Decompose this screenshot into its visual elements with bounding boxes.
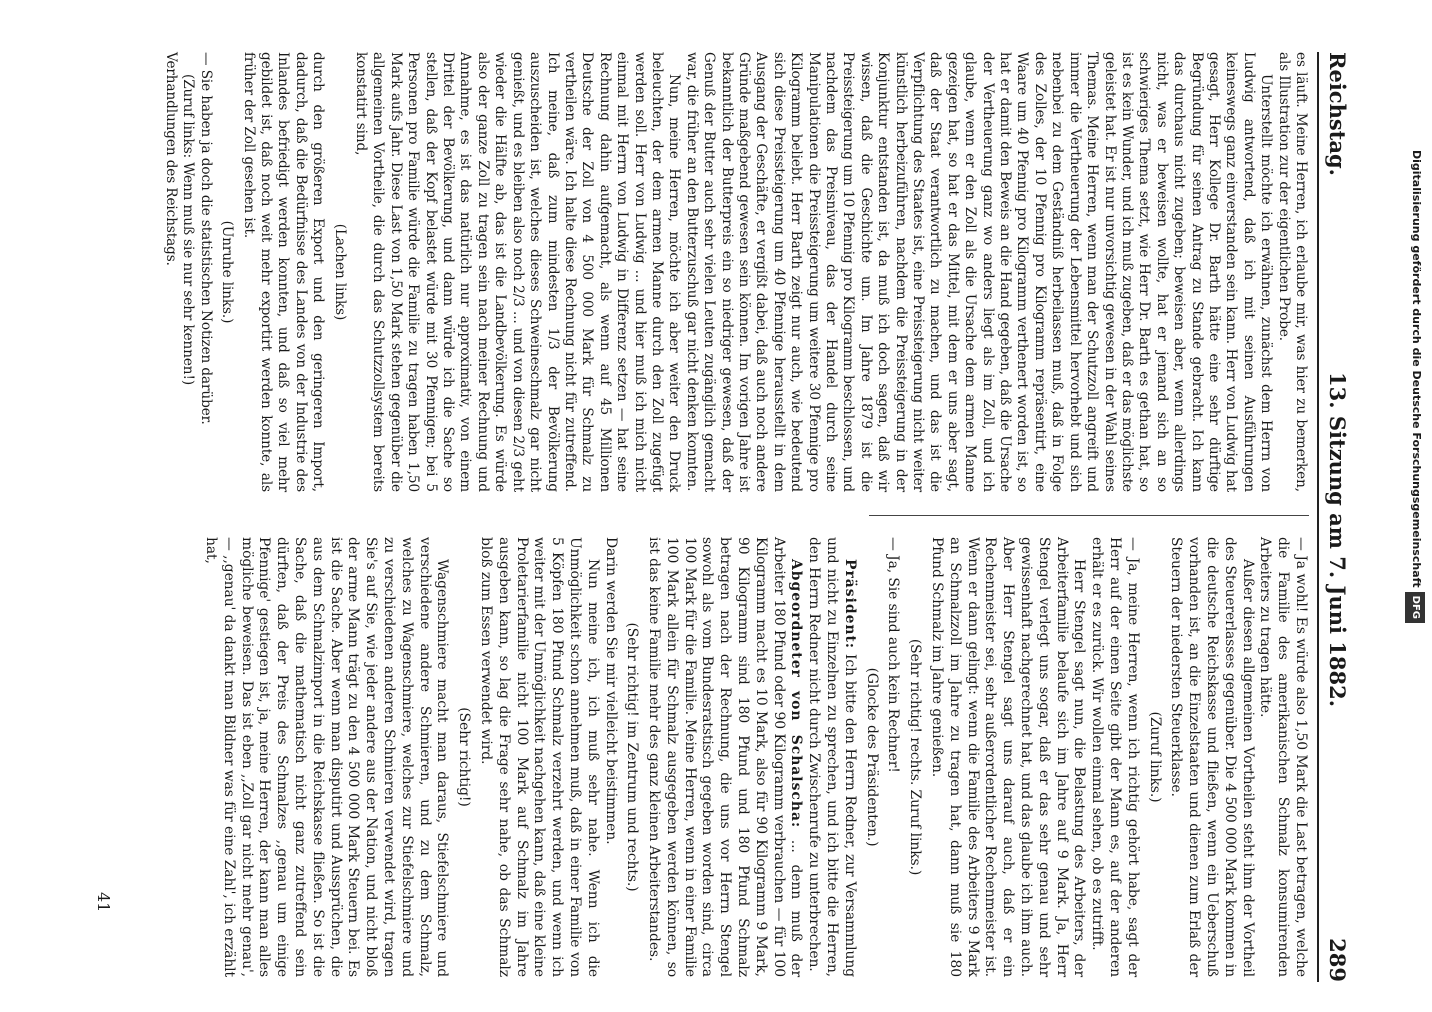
paragraph: Wagenschmiere macht man daraus, Stiefelschmiere und verschiedene andere Schmieren, und zu dem Schmalz, welches zu Wagenschmiere, welches zur Stiefelschmiere und zu verschiedenen anderen Schmieren verwendet wird, tragen Sie's auf Sie, wie jeder andere aus der Nation, und nicht bloß der arme Mann trägt zu den 4 500 000 Mark Steuern bei. Es ist die Sache. Aber wenn man disputirt und Aussprüchen, die aus dem Schmalzimport in die Reichskasse fließen. So ist die Sache, daß die mathematisch nicht ganz zutreffend sein dürften, daß der Preis des Schmalzes ,,genau um einige Pfennige' gestiegen ist, ja, meine Herren, der kann man alles mögliche beweisen. Das ist eben ,,Zoll gar nicht mehr genau', — ,,genau' da dankt man Bildner was für eine Zahl', ich erzählt hat, — [202, 537, 451, 977]
header-session: 13. Sitzung am 7. Juni 1882. — [1325, 372, 1350, 708]
reaction: (Sehr richtig! im Zentrum und rechts.) — [624, 622, 641, 892]
paragraph: durch den größeren Export und den geringeren Import, dadurch, daß die Bedürfnisse des Landes von der Industrie des Inlandes befriedigt werden konnten, und daß so viel mehr gebildet ist, daß noch weit mehr exportirt werden konnte, als früher der Zoll gesehen ist. — [240, 52, 327, 492]
closing-line: Verhandlungen des Reichstags. — [163, 52, 179, 266]
paragraph: Darin werden Sie mir vielleicht beistimmen. — [602, 537, 619, 845]
paragraph: Herr Stengel sagt nun, die Belastung des Arbeiters, der Arbeiterfamilie belaufe sich im Jahre auf 9 Mark. Ja, Herr Stengel verlegt uns sogar, daß er das sehr genau und sehr gewissenhaft nachgerechnet hat, und das glaube ich ihm auch. Aber Herr Stengel sagt uns darauf auch, daß er ein Rechenmeister sei, sehr außerordentlicher Rechenmeister ist. Wenn er dann gelingt: wenn die Familie des Arbeiters 9 Mark an Schmalzzoll im Jahre zu tragen hat, dann muß sie 180 Pfund Schmalz im Jahre genießen. — [929, 537, 1088, 977]
dfg-logo: DFG — [1405, 592, 1425, 623]
paragraph: — Ja, meine Herren, wenn ich richtig gehört habe, sagt der Herr auf der einen Seite gibt der Mann es, auf der anderen erhält er es zurück. Wir wollen einmal sehen, ob es zutrifft. — [1089, 537, 1141, 977]
digitization-credit-text: Digitalisierung gefördert durch die Deutsche Forschungsgemeinschaft — [1410, 150, 1423, 588]
reaction: (Sehr richtig!) — [456, 707, 473, 807]
paragraph: — Ja wohl! Es würde also 1,50 Mark die Last betragen, welche die Familie des amerikanischen Schmalz konsumirenden Arbeiters zu tragen hätte. — [1257, 537, 1309, 977]
reaction: (Lachen links) — [331, 223, 348, 321]
paragraph: es läuft. Meine Herren, ich erlaube mir, was hier zu bemerken, als Illustration zur der eigentlichen Probe. — [1275, 52, 1309, 492]
paragraph: Unterstellt möchte ich erwähnen, zunächst dem Herrn von Ludwig antwortend, daß ich mit seinen Ausführungen keineswegs ganz einverstanden sein kann. Herr von Ludwig hat gesagt, Herr Kollege Dr. Barth hätte eine sehr dürftige Begründung für seinen Antrag zu Stande gebracht. Ich kann das durchaus nicht zugeben; beweisen aber, wenn allerdings nicht, was er beweisen wollte, hat er jemand sich an so schwieriges Thema setzt, wie Herr Dr. Barth es gethan hat, so ist es kein Wunder, und ich muß zugeben, daß er das möglichste geleistet hat. Er ist nur unvorsichtig gewesen in der Wahl seines Themas. Meine Herren, wenn man der Schutzzoll angreift und immer die Vertheuerung der Lebensmittel hervorhebt und sich nebenbei zu dem Geständniß herbeilassen muß, daß in Folge des Zolles, der 10 Pfennig pro Kilogramm repräsentirt, eine Waare um 40 Pfennig pro Kilogramm verthenert worden ist, so hat er damit den Beweis an die Hand gegeben, daß die Ursache der Vertheuerung ganz wo anders liegt als im Zoll, und ich glaube, wenn er den Zoll als die Ursache dem armen Manne gezeigen hat, so hat er das Mittel, mit dem er uns aber sagt, daß der Staat verantwortlich zu machen, und das ist die Verpflichtung des Staates ist, eine Preissteigerung nicht weiter künstlich herbeizuführen, nachdem die Preissteigerung in der Konjunktur entstanden ist, da muß ich doch sagen, daß wir wissen, daß die Geschichte um. Im Jahre 1879 ist die Preissteigerung um 10 Pfennig pro Kilogramm beschlossen, und nachdem das Preisniveau, das der Handel durch seine Manipulationen die Preissteigerung um weitere 30 Pfennige pro Kilogramm beliebt. Herr Barth zeigt nur auch, wie bedeutend sich diese Preissteigerung um 40 Pfennige herausstellt in dem Ausgang der Geschäfte, er vergißt dabei, daß auch noch andere Gründe maßgebend gewesen sein können. Im vorigen Jahre ist bekanntlich der Butterpreis ein so niedriger gewesen, daß der Genuß der Butter auch sehr vielen Leuten zugänglich gemacht war, die früher an den Butterzuschuß gar nicht denken konnten. — [683, 52, 1275, 492]
page-header — [1317, 52, 1359, 982]
right-column — [201, 537, 1309, 977]
paragraph: — Sie haben ja doch die statistischen Notizen darüber. — [197, 52, 214, 425]
reaction: (Glocke des Präsidenten.) — [863, 667, 880, 847]
digitization-credit — [1408, 150, 1428, 1000]
reaction: (Zuruf links.) — [1146, 711, 1163, 803]
speech-member — [644, 537, 804, 977]
reaction: (Zuruf links: Wenn muß sie nur sehr kennen!) — [180, 74, 197, 386]
header-publication: Reichstag. — [1325, 52, 1350, 176]
paragraph: Nun, meine Herren, möchte ich aber weiter den Druck beleuchten, der dem armen Manne durch den Zoll zugefügt werden soll. Herr von Ludwig ... und hier muß ich mich nicht einmal mit Herrn von Ludwig in Differenz setzen — hat seine Rechnung dahin aufgemacht, als wenn auf 45 Millionen Deutsche der Zoll von 4 500 000 Mark für Schmalz zu vertheilen wäre. Ich halte diese Rechnung nicht für zutreffend. Ich meine, daß zum mindesten 1/3 der Bevölkerung auszuscheiden ist, welches dieses Schweineschmalz gar nicht genießt, und es bleiben also noch 2/3 ... und von diesen 2/3 geht wieder die Hälfte ab, das ist die Landbevölkerung. Es würde also der ganze Zoll zu tragen sein nach meiner Rechnung und Annahme, es ist das natürlich nur approximativ, von einem Drittel der Bevölkerung, und dann würde ich die Sache so stellen, daß der Kopf belastet würde mit 30 Pfennigen; bei 5 Personen pro Familie würde die Familie zu tragen haben 1,50 Mark aufs Jahr. Diese Last von 1,50 Mark stehen gegenüber die allgemeinen Vortheile, die durch das Schutzzollsystem bereits konstatirt sind, — [353, 52, 683, 492]
column-divider — [869, 515, 1309, 516]
left-column — [162, 52, 1309, 492]
speaker-president: Präsident: — [841, 559, 858, 650]
reaction: (Unruhe links.) — [219, 220, 236, 324]
paragraph: Außer diesen allgemeinen Vortheilen steht ihm der Vortheil des Steuererlasses gegenüber. Die 4 500 000 Mark kommen in die deutsche Reichskasse und fließen, wenn ein Ueberschuß vorhanden ist, an die Einzelstaaten und dienen zum Erlaß der Steuern der niedersten Steuerklasse. — [1168, 537, 1256, 977]
speech-text: Ich bitte den Herrn Redner, zur Versammlung und nicht zu Einzelnen zu sprechen, und ich bitte die Herren, den Herrn Redner nicht durch Zwischenrufe zu unterbrechen. — [806, 537, 858, 977]
reaction: (Sehr richtig! rechts. Zuruf links.) — [907, 638, 924, 876]
document-page — [5, 12, 1405, 1012]
speaker-member: Abgeordneter von Schalscha: — [788, 559, 805, 829]
speech-text: ... denn muß der Arbeiter 180 Pfund oder 90 Kilogramm verbrauchen — für 100 Kilogramm macht es 10 Mark, also für 90 Kilogramm 9 Mark, 90 Kilogramm sind 180 Pfund und 180 Pfund Schmalz betragen nach der Rechnung, die uns vor Herrn Stengel sowohl als vom Bundesratstisch gegeben worden sind, circa 100 Mark für die Familie. Meine Herren, wenn in einer Familie 100 Mark allein für Schmalz ausgegeben werden können, so ist das keine Familie mehr des ganz kleinen Arbeiterstandes. — [646, 537, 805, 977]
paragraph: — Ja, Sie sind auch kein Rechner! — [885, 537, 902, 773]
signature-number: 41 — [94, 892, 113, 913]
paragraph: Nun meine ich, ich muß sehr nahe. Wenn ich die Unmöglichkeit schon annehmen muß, daß in einer Familie von 5 Köpfen 180 Pfund Schmalz verzehrt werden, und wenn ich weiter mit der Unmöglichkeit nachgehen kann, daß eine kleine Proletarierfamilie nicht 100 Mark auf Schmalz im Jahre ausgeben kann, so lag die Frage sehr nahe, ob das Schmalz bloß zum Essen verwendet wird. — [477, 537, 601, 977]
header-page-number: 289 — [1325, 938, 1350, 982]
speech-president — [804, 537, 857, 977]
